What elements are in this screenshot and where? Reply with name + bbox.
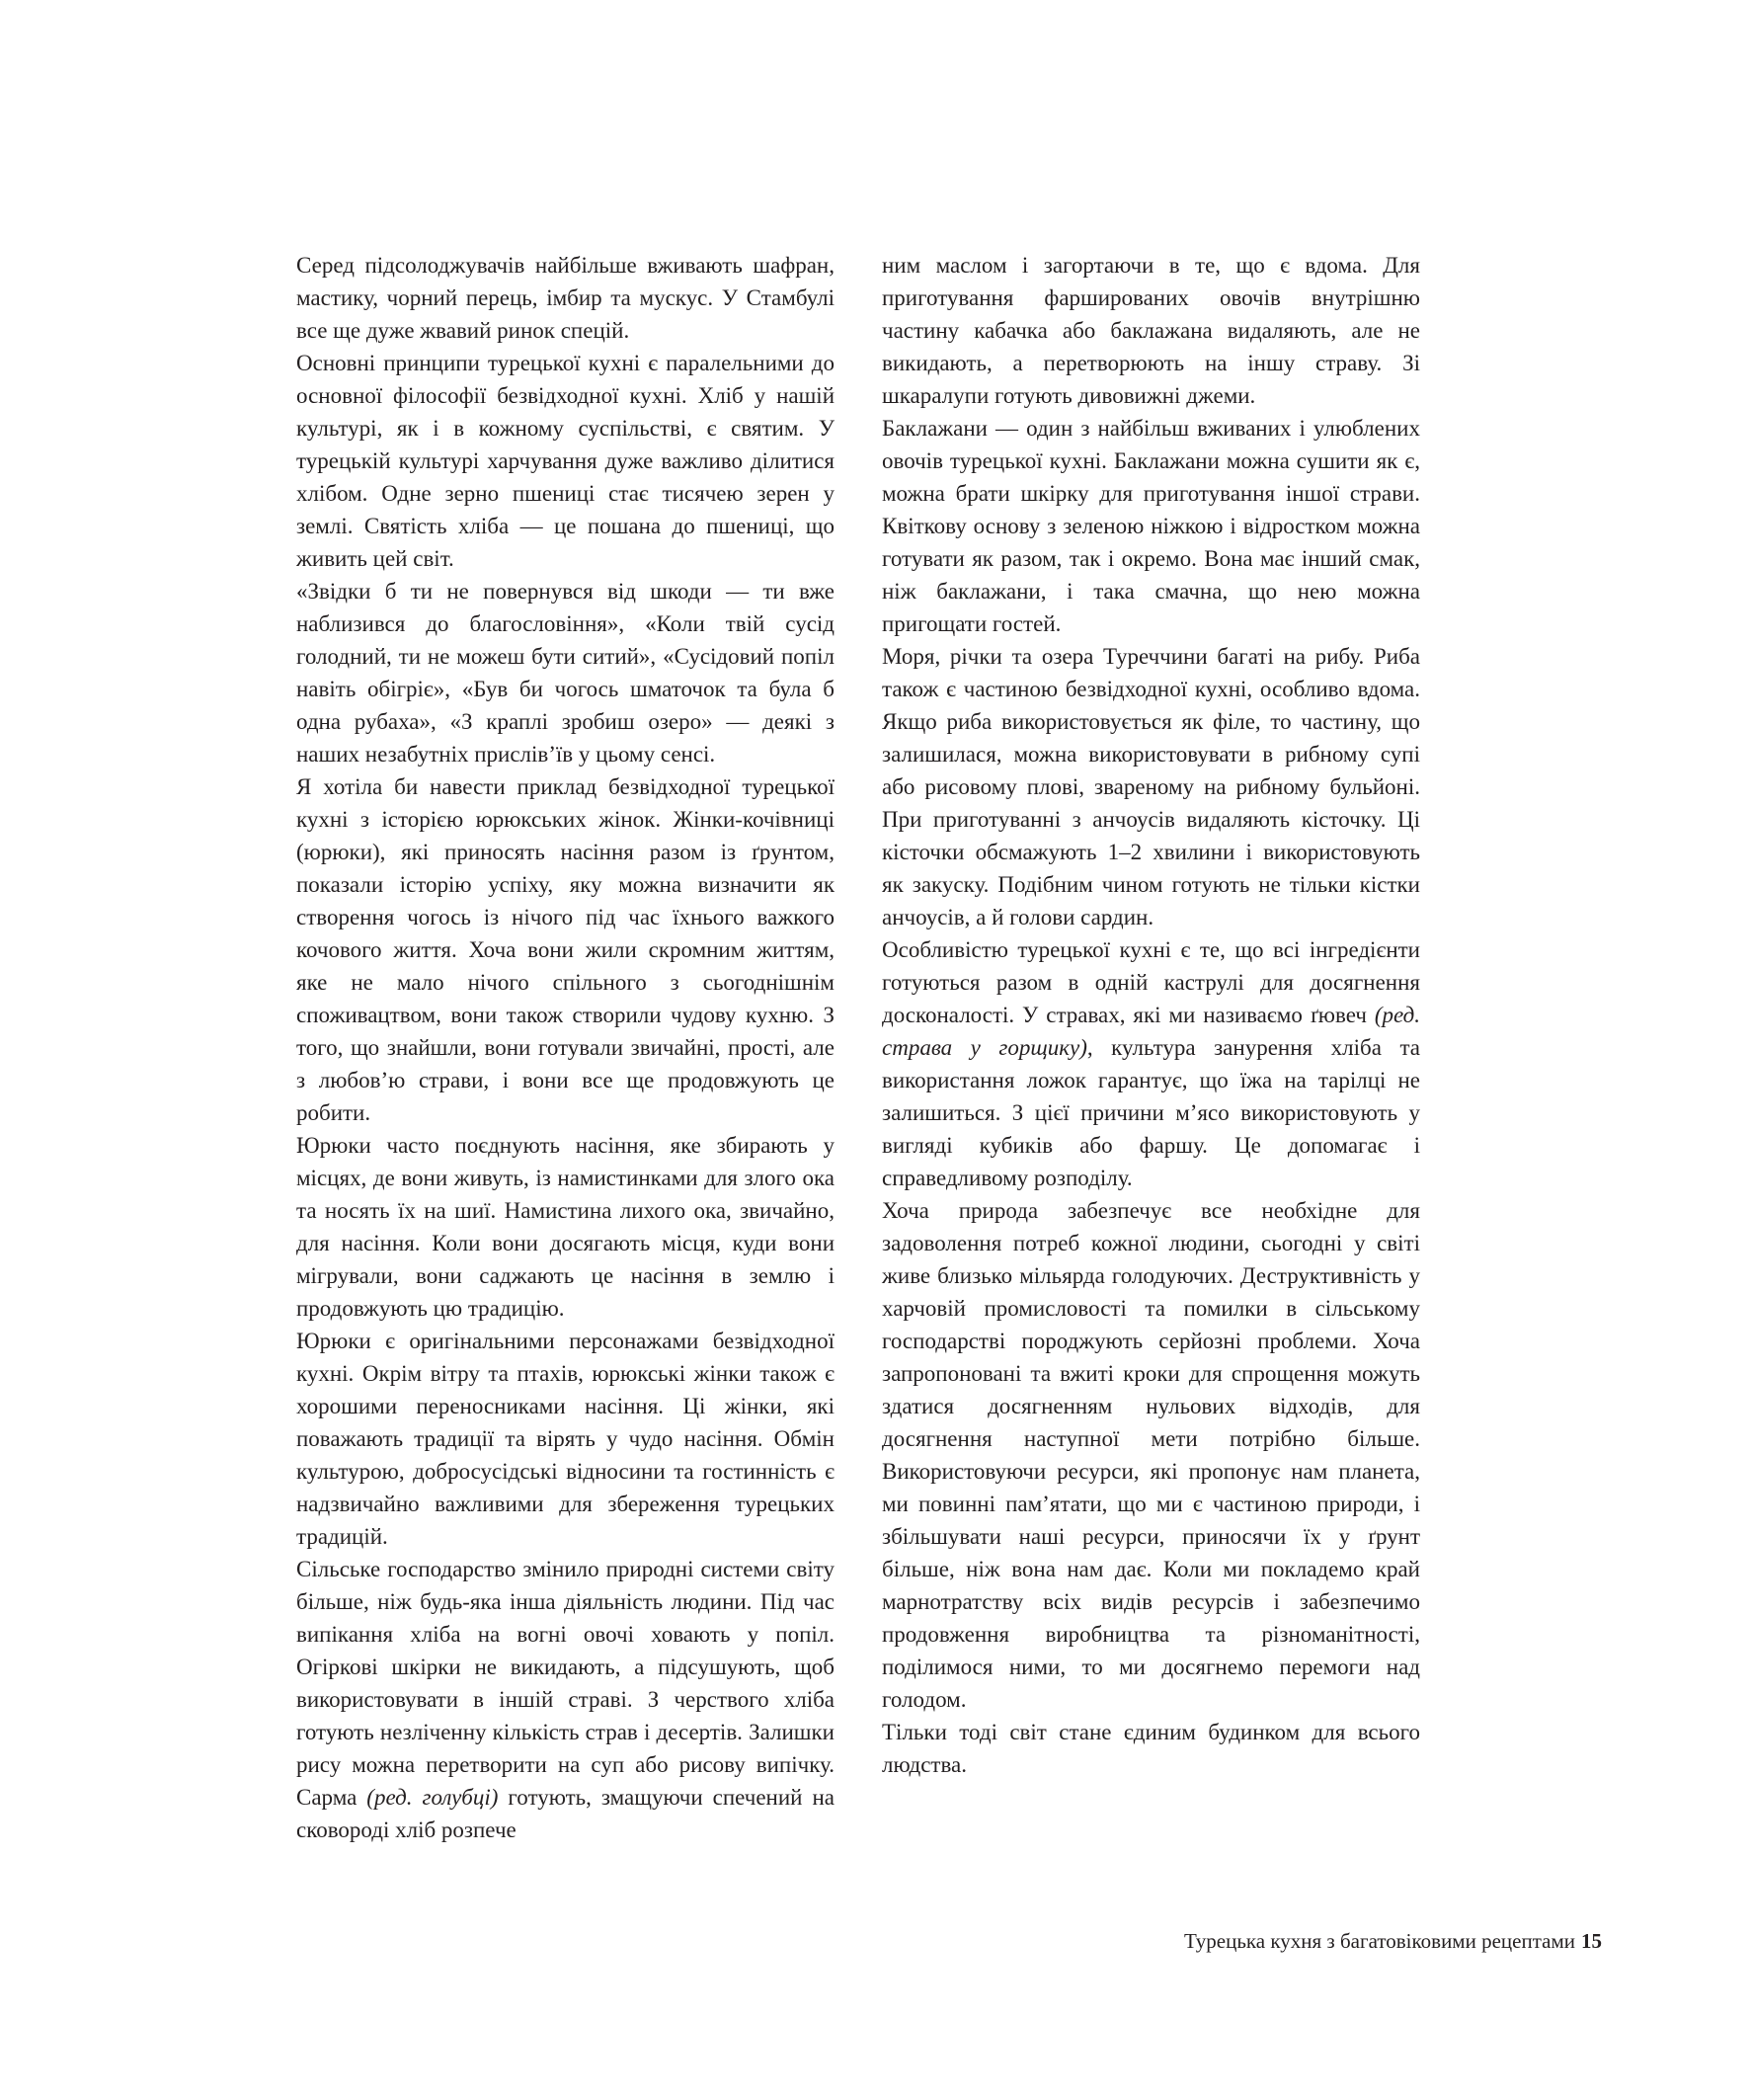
paragraph: Моря, річки та озера Туреччини багаті на рибу. Риба також є частиною безвідходної кухні, особливо вдома. Якщо риба використовується як філе, то частину, що залишилася, можна використовувати в рибному супі або рисовому плові, звареному на рибному бульйоні. При приготуванні з анчоусів видаляють кісточку. Ці кісточки обсмажують 1–2 хвилини і використовують як закуску. Подібним чином готують не тільки кістки анчоусів, а й голови сардин. bbox=[882, 644, 1420, 929]
editor-note: (ред. голубці) bbox=[366, 1785, 499, 1810]
paragraph: «Звідки б ти не повернувся від шкоди — ти вже наблизився до благословіння», «Коли твій сусід голодний, ти не можеш бути ситий», «Сусідовий попіл навіть обігріє», «Був би чогось шматочок та була б одна рубаха», «З краплі зробиш озеро» — деякі з наших незабутніх прислів’їв у цьому сенсі. bbox=[296, 579, 835, 767]
paragraph: Юрюки є оригінальними персонажами безвідходної кухні. Окрім вітру та птахів, юрюкські жінки також є хорошими переносниками насіння. Ці жінки, які поважають традиції та вірять у чудо насіння. Обмін культурою, добросусідські відносини та гостинність є надзвичайно важливими для збереження турецьких традицій. bbox=[296, 1329, 835, 1549]
page-footer bbox=[1184, 1927, 1602, 1955]
running-title: Турецька кухня з багатовіковими рецептами bbox=[1184, 1929, 1575, 1953]
text-column-right bbox=[882, 249, 1420, 1781]
paragraph-text: Сільське господарство змінило природні системи світу більше, ніж будь-яка інша діяльність людини. Під час випікання хліба на вогні овочі ховають у попіл. Огіркові шкірки не викидають, а підсушують, щоб використовувати в іншій страві. З черствого хліба готують незліченну кількість страв і десертів. Залишки рису можна перетворити на суп або рисову випічку. Сарма bbox=[296, 1557, 835, 1810]
paragraph-text: готують, змащуючи спечений на сковороді хліб розпече bbox=[296, 1785, 835, 1842]
paragraph: Серед підсолоджувачів найбільше вживають шафран, мастику, чорний перець, імбир та мускус. У Стамбулі все ще дуже жвавий ринок спецій. bbox=[296, 253, 835, 343]
page-number: 15 bbox=[1581, 1929, 1602, 1953]
text-column-left bbox=[296, 249, 835, 1846]
paragraph-text: Особливістю турецької кухні є те, що всі інгредієнти готуються разом в одній каструлі для досягнення досконалості. У стравах, які ми називаємо ґювеч bbox=[882, 937, 1420, 1027]
editor-note: (ред. страва у горщику) bbox=[882, 1003, 1420, 1060]
paragraph: ним маслом і загортаючи в те, що є вдома. Для приготування фаршированих овочів внутрішню частину кабачка або баклажана видаляють, але не викидають, а перетворюють на іншу страву. Зі шкаралупи готують дивовижні джеми. bbox=[882, 253, 1420, 408]
paragraph bbox=[296, 1553, 835, 1846]
paragraph: Я хотіла би навести приклад безвідходної турецької кухні з історією юрюкських жінок. Жінки-кочівниці (юрюки), які приносять насіння разом із ґрунтом, показали історію успіху, яку можна визначити як створення чогось із нічого під час їхнього важкого кочового життя. Хоча вони жили скромним життям, яке не мало нічого спільного з сьогоднішнім споживацтвом, вони також створили чудову кухню. З того, що знайшли, вони готували звичайні, прості, але з любов’ю страви, і вони все ще продовжують це робити. bbox=[296, 774, 835, 1125]
paragraph-text: , культура занурення хліба та використання ложок гарантує, що їжа на тарілці не залишиться. З цієї причини м’ясо використовують у вигляді кубиків або фаршу. Це допомагає і справедливому розподілу. bbox=[882, 1035, 1420, 1190]
paragraph: Основні принципи турецької кухні є паралельними до основної філософії безвідходної кухні. Хліб у нашій культурі, як і в кожному суспільстві, є святим. У турецькій культурі харчування дуже важливо ділитися хлібом. Одне зерно пшениці стає тисячею зерен у землі. Святість хліба — це пошана до пшениці, що живить цей світ. bbox=[296, 351, 835, 571]
paragraph: Хоча природа забезпечує все необхідне для задоволення потреб кожної людини, сьогодні у світі живе близько мільярда голодуючих. Деструктивність у харчовій промисловості та помилки в сільському господарстві породжують серйозні проблеми. Хоча запропоновані та вжиті кроки для спрощення можуть здатися досягненням нульових відходів, для досягнення наступної мети потрібно більше. Використовуючи ресурси, які пропонує нам планета, ми повинні пам’ятати, що ми є частиною природи, і збільшувати наші ресурси, приносячи їх у ґрунт більше, ніж вона нам дає. Коли ми покладемо край марнотратству всіх видів ресурсів і забезпечимо продовження виробництва та різноманітності, поділимося ними, то ми досягнемо перемоги над голодом. bbox=[882, 1198, 1420, 1712]
paragraph: Тільки тоді світ стане єдиним будинком для всього людства. bbox=[882, 1720, 1420, 1777]
paragraph: Баклажани — один з найбільш вживаних і улюблених овочів турецької кухні. Баклажани можна сушити як є, можна брати шкірку для приготування іншої страви. Квіткову основу з зеленою ніжкою і відростком можна готувати як разом, так і окремо. Вона має інший смак, ніж баклажани, і така смачна, що нею можна пригощати гостей. bbox=[882, 416, 1420, 636]
paragraph: Юрюки часто поєднують насіння, яке збирають у місцях, де вони живуть, із намистинками для злого ока та носять їх на шиї. Намистина лихого ока, звичайно, для насіння. Коли вони досягають місця, куди вони мігрували, вони саджають це насіння в землю і продовжують цю традицію. bbox=[296, 1133, 835, 1321]
paragraph bbox=[882, 933, 1420, 1194]
